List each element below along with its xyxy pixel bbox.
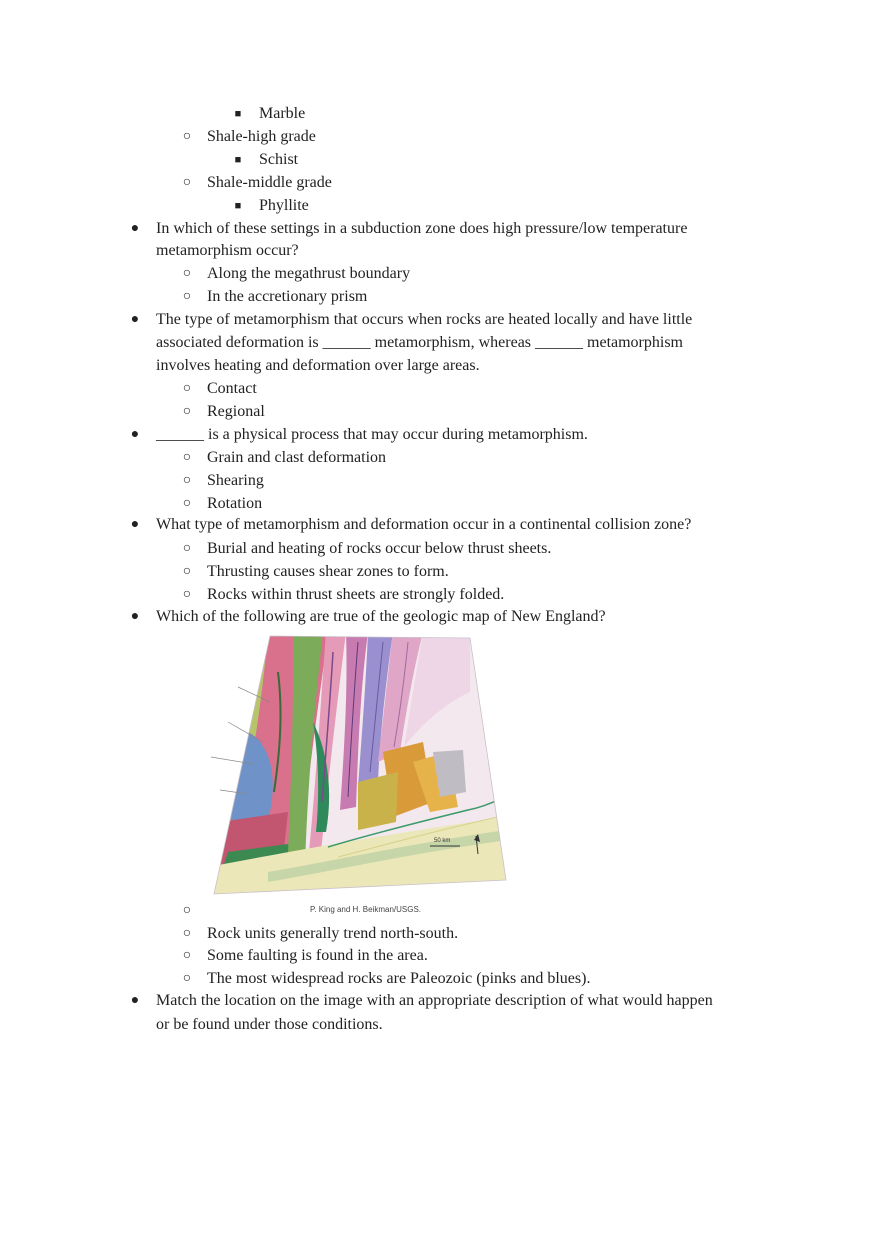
list-item-schist: Schist (259, 151, 299, 168)
list-item-shale-middle: Shale-middle grade (207, 174, 332, 191)
question-5-option-1: Rock units generally trend north-south. (207, 925, 459, 942)
question-5-line-1: Which of the following are true of the geologic map of New England? (156, 608, 606, 625)
question-6-line-1: Match the location on the image with an appropriate description of what would happen (156, 992, 713, 1009)
question-1-option-2: In the accretionary prism (207, 288, 368, 305)
disc-bullet-icon: ● (130, 427, 140, 442)
question-1-line-1: In which of these settings in a subduction zone does high pressure/low temperature (156, 220, 688, 237)
circle-bullet-icon: ○ (182, 903, 192, 918)
circle-bullet-icon: ○ (182, 289, 192, 304)
circle-bullet-icon: ○ (182, 587, 192, 602)
question-5-option-2: Some faulting is found in the area. (207, 947, 428, 964)
circle-bullet-icon: ○ (182, 496, 192, 511)
question-4-option-3: Rocks within thrust sheets are strongly folded. (207, 586, 505, 603)
circle-bullet-icon: ○ (182, 450, 192, 465)
question-4-option-1: Burial and heating of rocks occur below thrust sheets. (207, 540, 552, 557)
circle-bullet-icon: ○ (182, 175, 192, 190)
question-6-line-2: or be found under those conditions. (156, 1016, 383, 1033)
figure-caption: P. King and H. Beikman/USGS. (310, 905, 422, 914)
square-bullet-icon: ■ (234, 108, 242, 120)
question-2-line-2: associated deformation is ______ metamorphism, whereas ______ metamorphism (156, 334, 683, 351)
circle-bullet-icon: ○ (182, 926, 192, 941)
question-4-option-2: Thrusting causes shear zones to form. (207, 563, 449, 580)
circle-bullet-icon: ○ (182, 129, 192, 144)
disc-bullet-icon: ● (130, 609, 140, 624)
question-3-option-3: Rotation (207, 495, 263, 512)
list-item-marble: Marble (259, 105, 306, 122)
circle-bullet-icon: ○ (182, 948, 192, 963)
geologic-map-new-england (208, 632, 526, 902)
question-4-line-1: What type of metamorphism and deformation occur in a continental collision zone? (156, 516, 692, 533)
circle-bullet-icon: ○ (182, 381, 192, 396)
question-2-option-2: Regional (207, 403, 265, 420)
question-3-line-1: ______ is a physical process that may occur during metamorphism. (156, 426, 588, 443)
disc-bullet-icon: ● (130, 993, 140, 1008)
square-bullet-icon: ■ (234, 154, 242, 166)
scale-label: 50 km (434, 838, 451, 844)
map-body (208, 632, 526, 902)
question-2-line-3: involves heating and deformation over large areas. (156, 357, 480, 374)
list-item-shale-high: Shale-high grade (207, 128, 316, 145)
circle-bullet-icon: ○ (182, 404, 192, 419)
question-1-line-2: metamorphism occur? (156, 242, 299, 259)
question-2-option-1: Contact (207, 380, 257, 397)
list-item-phyllite: Phyllite (259, 197, 309, 214)
circle-bullet-icon: ○ (182, 541, 192, 556)
disc-bullet-icon: ● (130, 517, 140, 532)
circle-bullet-icon: ○ (182, 473, 192, 488)
square-bullet-icon: ■ (234, 200, 242, 212)
circle-bullet-icon: ○ (182, 266, 192, 281)
question-2-line-1: The type of metamorphism that occurs when rocks are heated locally and have little (156, 311, 693, 328)
disc-bullet-icon: ● (130, 221, 140, 236)
question-1-option-1: Along the megathrust boundary (207, 265, 411, 282)
circle-bullet-icon: ○ (182, 971, 192, 986)
circle-bullet-icon: ○ (182, 564, 192, 579)
question-5-option-3: The most widespread rocks are Paleozoic (pinks and blues). (207, 970, 591, 987)
question-3-option-1: Grain and clast deformation (207, 449, 387, 466)
disc-bullet-icon: ● (130, 312, 140, 327)
question-3-option-2: Shearing (207, 472, 264, 489)
